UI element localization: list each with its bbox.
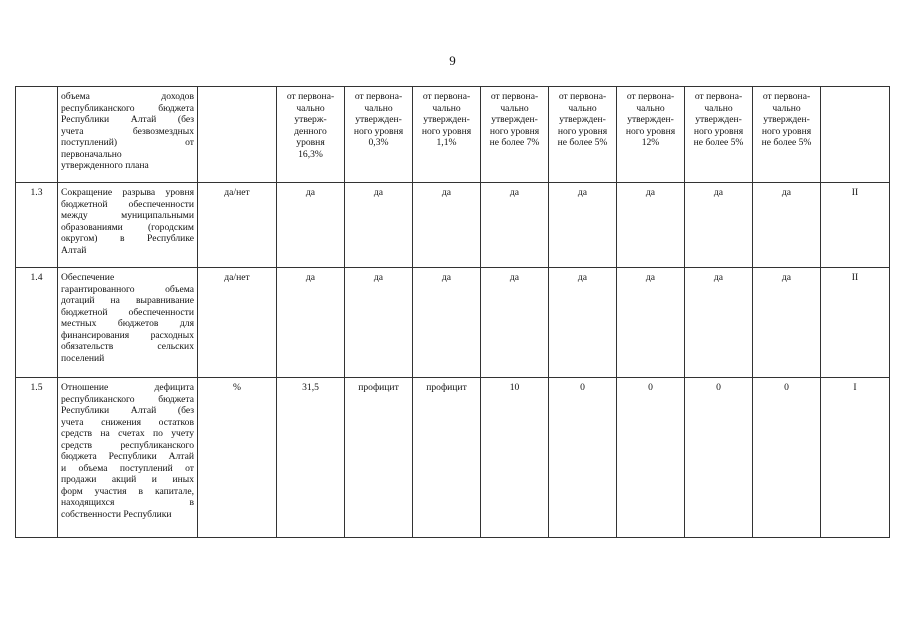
value-line: утвержден-: [763, 114, 810, 125]
value-line: ного уровня: [557, 125, 608, 137]
indicator-name-line: Сокращение разрыва уровня: [61, 187, 194, 198]
value-line: уровня: [296, 137, 325, 148]
value-cell: да: [345, 268, 413, 378]
value-cell: [481, 87, 549, 183]
indicator-name: [58, 378, 198, 538]
indicator-name-line: поселений: [61, 352, 105, 364]
value-cell: [617, 87, 685, 183]
value-line: чально: [432, 102, 461, 114]
row-number: 1.5: [16, 378, 58, 538]
value-cell: да: [345, 183, 413, 268]
value-cell: [277, 87, 345, 183]
value-cell: да: [481, 268, 549, 378]
indicator-name-line: продажи акций и иных: [61, 474, 194, 485]
value-line: утвержден-: [491, 114, 538, 125]
value-cell: [549, 87, 617, 183]
page-number: 9: [449, 53, 456, 68]
unit-cell: да/нет: [198, 268, 277, 378]
indicator-name-line: республиканского бюджета: [61, 393, 194, 405]
value-line: от первона-: [762, 91, 811, 102]
row-number: 1.4: [16, 268, 58, 378]
value-cell: профицит: [345, 378, 413, 538]
value-cell: профицит: [413, 378, 481, 538]
value-line: утвержден-: [355, 114, 402, 125]
value-line: не более 5%: [761, 137, 812, 148]
type-cell: [821, 87, 890, 183]
value-cell: 10: [481, 378, 549, 538]
value-line: чально: [296, 102, 325, 114]
value-cell: да: [617, 268, 685, 378]
indicator-name-line: между муниципальными: [61, 210, 194, 221]
indicator-name-line: Обеспечение: [61, 272, 115, 283]
value-line: не более 7%: [489, 137, 540, 148]
indicator-name-line: обязательств сельских: [61, 341, 194, 352]
indicator-name-line: округом) в Республике: [61, 233, 194, 244]
value-cell: да: [481, 183, 549, 268]
value-line: утвержден-: [695, 114, 742, 125]
indicator-name-line: Алтай: [61, 244, 87, 256]
value-line: от первона-: [626, 91, 675, 102]
indicator-name-line: бюджетной обеспеченности: [61, 198, 194, 210]
indicator-name-line: собственности Республики: [61, 508, 172, 520]
value-line: утверж-: [294, 114, 327, 125]
indicator-name-line: бюджета Республики Алтай: [61, 451, 194, 462]
type-cell: II: [821, 268, 890, 378]
value-line: ного уровня: [761, 125, 812, 137]
value-line: чально: [364, 102, 393, 114]
value-cell: да: [277, 268, 345, 378]
value-cell: [413, 87, 481, 183]
unit-cell: да/нет: [198, 183, 277, 268]
table-row: [16, 183, 890, 268]
value-cell: [345, 87, 413, 183]
value-line: от первона-: [490, 91, 539, 102]
value-line: 1,1%: [436, 137, 457, 148]
value-line: 12%: [641, 137, 660, 148]
value-line: от первона-: [558, 91, 607, 102]
indicator-name-line: объема доходов: [61, 91, 194, 102]
row-number: 1.3: [16, 183, 58, 268]
value-cell: [753, 87, 821, 183]
value-line: утвержден-: [423, 114, 470, 125]
value-cell: 31,5: [277, 378, 345, 538]
indicator-name-line: средств республиканского: [61, 439, 194, 451]
type-cell: II: [821, 183, 890, 268]
value-line: 16,3%: [298, 148, 323, 160]
table-row: [16, 87, 890, 183]
indicator-name-line: гарантированного объема: [61, 283, 194, 295]
indicator-name-line: Республики Алтай (без: [61, 405, 194, 416]
value-line: от первона-: [422, 91, 471, 102]
indicator-name-line: финансирования расходных: [61, 329, 194, 341]
row-number: [16, 87, 58, 183]
value-line: денного: [294, 125, 327, 137]
value-cell: да: [753, 268, 821, 378]
unit-cell: %: [198, 378, 277, 538]
indicator-name-line: Республики Алтай (без: [61, 114, 194, 125]
value-cell: да: [277, 183, 345, 268]
indicator-name-line: дотаций на выравнивание: [61, 295, 194, 306]
value-cell: да: [549, 183, 617, 268]
type-cell: I: [821, 378, 890, 538]
value-cell: да: [753, 183, 821, 268]
value-line: чально: [704, 102, 733, 114]
value-line: чально: [636, 102, 665, 114]
value-cell: да: [413, 183, 481, 268]
value-line: от первона-: [694, 91, 743, 102]
indicator-name-line: первоначально: [61, 148, 122, 160]
value-line: ного уровня: [625, 125, 676, 137]
indicator-name-line: республиканского бюджета: [61, 102, 194, 114]
value-line: ного уровня: [693, 125, 744, 137]
indicator-name-line: утвержденного плана: [61, 160, 149, 171]
value-line: ного уровня: [353, 125, 404, 137]
indicator-name-line: бюджетной обеспеченности: [61, 306, 194, 318]
value-line: утвержден-: [627, 114, 674, 125]
value-line: чально: [568, 102, 597, 114]
value-cell: 0: [685, 378, 753, 538]
value-line: утвержден-: [559, 114, 606, 125]
value-cell: да: [549, 268, 617, 378]
indicator-name-line: средств на счетах по учету: [61, 428, 194, 439]
indicator-name-line: учета безвозмездных: [61, 125, 194, 137]
indicator-name-line: Отношение дефицита: [61, 382, 194, 393]
indicator-name-line: поступлений) от: [61, 137, 194, 148]
value-cell: да: [685, 268, 753, 378]
value-line: ного уровня: [489, 125, 540, 137]
value-cell: 0: [753, 378, 821, 538]
value-line: от первона-: [286, 91, 335, 102]
value-cell: 0: [617, 378, 685, 538]
indicator-name-line: форм участия в капитале,: [61, 485, 194, 497]
indicator-name: [58, 268, 198, 378]
value-cell: 0: [549, 378, 617, 538]
table-row: [16, 268, 890, 378]
indicator-name-line: учета снижения остатков: [61, 416, 194, 428]
value-cell: [685, 87, 753, 183]
value-line: чально: [772, 102, 801, 114]
value-line: ного уровня: [421, 125, 472, 137]
table-row: [16, 378, 890, 538]
indicator-name-line: находящихся в: [61, 497, 194, 508]
unit-cell: [198, 87, 277, 183]
value-cell: да: [685, 183, 753, 268]
indicator-name-line: образованиями (городским: [61, 221, 194, 233]
value-line: не более 5%: [693, 137, 744, 148]
indicator-name-line: местных бюджетов для: [61, 318, 194, 329]
value-line: от первона-: [354, 91, 403, 102]
value-cell: да: [617, 183, 685, 268]
indicators-table: [15, 86, 890, 538]
value-line: чально: [500, 102, 529, 114]
value-cell: да: [413, 268, 481, 378]
indicator-name-line: и объема поступлений от: [61, 462, 194, 474]
value-line: 0,3%: [368, 137, 389, 148]
indicator-name: [58, 87, 198, 183]
indicator-name: [58, 183, 198, 268]
value-line: не более 5%: [557, 137, 608, 148]
